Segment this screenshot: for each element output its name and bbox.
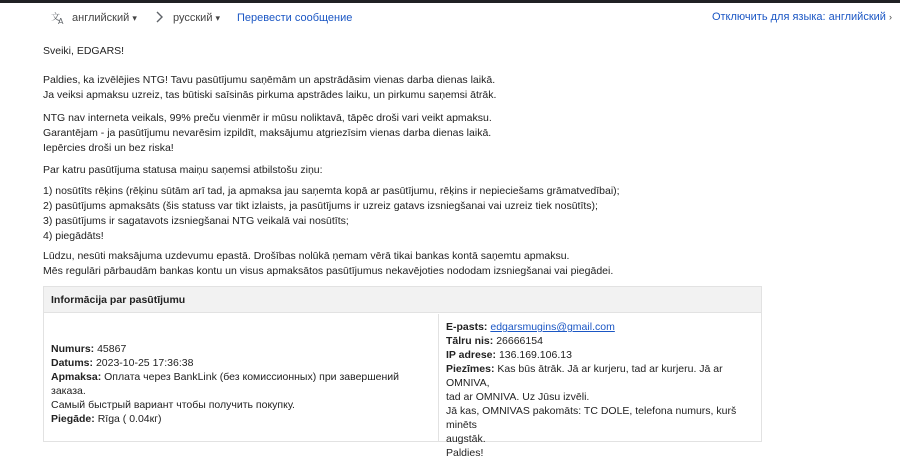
target-language-select[interactable] (173, 12, 220, 24)
order-details-cell (44, 314, 439, 441)
notes-line: Jā kas, OMNIVAS pakomāts: TC DOLE, telefona numurs, kurš minēts (446, 405, 737, 431)
caret-down-icon: ▾ (132, 13, 137, 23)
field-label: Piegāde: (51, 413, 95, 425)
customer-details (446, 320, 756, 460)
order-info-table (43, 286, 762, 459)
field-label: Numurs: (51, 343, 95, 355)
status-list (43, 184, 620, 244)
list-item: 2) pasūtījums apmaksāts (šis statuss var tikt izlaists, ja pasūtījums ir uzreiz gatavs izsniegšanai vai uzreiz tiek nosūtīts); (43, 200, 598, 212)
email-link[interactable]: edgarsmugins@gmail.com (490, 321, 615, 333)
text-line: Ja veiksi apmaksu uzreiz, tas būtiski saīsinās pirkuma apstrādes laiku, un pirkumu saņemsi ātrāk. (43, 89, 497, 101)
notes-line: tad ar OMNIVA. Uz Jūsu izvēli. (446, 391, 590, 403)
paragraph-thanks (43, 73, 496, 103)
notes-line: augstāk. (446, 433, 486, 445)
paragraph-payment-note (43, 249, 613, 279)
text-line: Lūdzu, nesūti maksājuma uzdevumu epastā. Drošības nolūkā ņemam vērā tikai bankas kontā saņemtu apmaksu. (43, 250, 570, 262)
greeting: Sveiki, EDGARS! (43, 45, 125, 57)
field-label: Piezīmes: (446, 363, 495, 375)
customer-details-cell (439, 314, 761, 459)
list-item: 1) nosūtīts rēķins (rēķinu sūtām arī tad, ja apmaksa jau saņemta kopā ar pasūtījumu, rēķins ir nepieciešams grāmatvedībai); (43, 185, 620, 197)
translate-message-link[interactable]: Перевести сообщение (237, 12, 353, 24)
order-number-row (51, 342, 431, 356)
disable-translation-link[interactable] (712, 11, 892, 23)
delivery-value: Rīga ( 0.04кг) (97, 413, 162, 425)
translate-bar (0, 3, 900, 33)
list-item: 3) pasūtījums ir sagatavots izsniegšanai NTG veikalā vai nosūtīts; (43, 215, 349, 227)
order-date-row (51, 356, 431, 370)
field-label: Tālru nis: (446, 335, 494, 347)
payment-value: Оплата через BankLink (без комиссионных) при завершений заказа. (51, 371, 400, 397)
delivery-row (51, 412, 431, 426)
disable-translation-label: Отключить для языка: английский (711, 11, 886, 23)
ip-row (446, 348, 756, 362)
source-language-label: английский (72, 12, 130, 24)
notes-line: Kas būs ātrāk. Jā ar kurjeru, tad ar kurjeru. Jā ar OMNIVA, (446, 363, 723, 389)
source-language-select[interactable] (72, 12, 137, 24)
text-line: NTG nav interneta veikals, 99% preču vienmēr ir mūsu noliktavā, tāpēc droši vari veikt apmaksu. (43, 112, 492, 124)
caret-down-icon: ▾ (215, 13, 221, 23)
text-line: Garantējam - ja pasūtījumu nevarēsim izpildīt, maksājumu atgriezīsim vienas darba dienas laikā. (43, 127, 492, 139)
field-label: E-pasts: (446, 321, 488, 333)
notes-line: Paldies! (446, 447, 484, 459)
target-language-label: русский (173, 12, 213, 24)
list-item: 4) piegādāts! (43, 230, 104, 242)
phone-row (446, 334, 756, 348)
chevron-right-icon: › (889, 12, 892, 22)
payment-row (51, 370, 431, 398)
svg-text:A: A (58, 17, 64, 25)
field-label: IP adrese: (446, 349, 497, 361)
paragraph-status-intro: Par katru pasūtījuma statusa maiņu saņemsi atbilstošu ziņu: (43, 164, 323, 176)
order-details (51, 342, 431, 426)
order-info-header: Informācija par pasūtījumu (44, 287, 761, 313)
phone-value: 26666154 (496, 335, 543, 347)
paragraph-guarantee (43, 111, 492, 156)
order-number-value: 45867 (97, 343, 127, 355)
notes-row (446, 362, 756, 390)
translate-icon[interactable] (51, 11, 65, 25)
order-date-value: 2023-10-25 17:36:38 (95, 357, 194, 369)
text-line: Paldies, ka izvēlējies NTG! Tavu pasūtījumu saņēmām un apstrādāsim vienas darba dienas laikā. (43, 74, 496, 86)
text-line: Iepērcies droši un bez riska! (43, 142, 174, 154)
field-label: Datums: (51, 357, 94, 369)
field-label: Apmaksa: (51, 371, 102, 383)
email-row (446, 320, 756, 334)
ip-value: 136.169.106.13 (498, 349, 572, 361)
chevron-right-icon (154, 10, 164, 24)
payment-value-line2: Самый быстрый вариант чтобы получить покупку. (51, 399, 295, 411)
text-line: Mēs regulāri pārbaudām bankas kontu un visus apmaksātos pasūtījumus nekavējoties nododam izsniegšanai vai piegādei. (43, 265, 614, 277)
svg-text:文: 文 (51, 13, 61, 23)
